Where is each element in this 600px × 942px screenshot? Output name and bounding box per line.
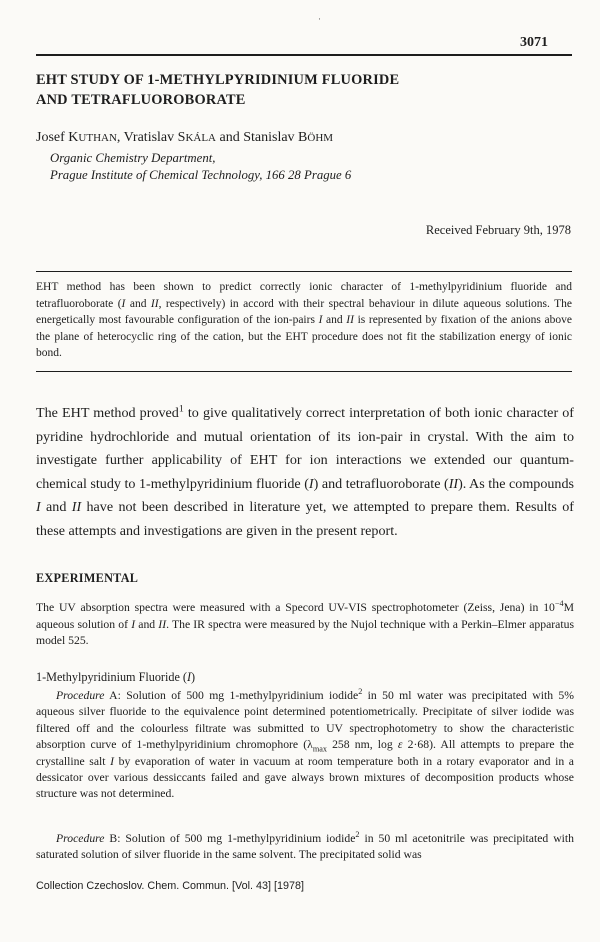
author-1-last-rest: UTHAN <box>78 132 117 144</box>
compound-ref: II <box>150 297 159 310</box>
authors <box>36 130 576 146</box>
experimental-paragraph <box>36 600 574 650</box>
compound-ref: II <box>346 314 354 326</box>
experimental-text: . The IR spectra were measured by the Nujol technique with a Perkin–Elmer apparatus model 525. <box>36 617 575 648</box>
compound-ref: I <box>121 297 126 310</box>
procedure-text: B: Solution of 500 mg 1-methylpyridinium iodide <box>104 832 356 845</box>
author-separator-1: , Vratislav <box>116 130 178 145</box>
intro-text: The EHT method proved <box>36 405 179 421</box>
compound-ref: I <box>318 314 323 326</box>
author-separator-2: and Stanislav <box>216 130 299 145</box>
affiliation-line-1: Organic Chemistry Department, <box>50 151 216 165</box>
subsection-text: 1-Methylpyridinium Fluoride ( <box>36 670 187 684</box>
abstract-text: is represented by fixation of the anions above the plane of heterocyclic ring of the cation, but the EHT procedure does not fit the stabilization energy of ionic bond. <box>36 314 572 359</box>
compound-ref: I <box>131 617 136 631</box>
procedure-label: Procedure <box>56 689 105 702</box>
compound-ref: I <box>308 475 314 492</box>
title-line-1: EHT STUDY OF 1-METHYLPYRIDINIUM FLUORIDE <box>36 72 400 88</box>
intro-text: have not been described in literature yet, we attempted to prepare them. Results of these attempts and investigations are given in the present report. <box>36 499 574 539</box>
author-3-last-rest: ÖHM <box>307 132 334 144</box>
subsection-text: ) <box>191 670 196 684</box>
procedure-b <box>36 831 574 864</box>
epsilon-symbol: ε <box>397 738 403 752</box>
compound-ref: I <box>110 754 115 768</box>
received-date: Received February 9th, 1978 <box>425 223 571 237</box>
abstract-bottom-rule <box>36 371 572 372</box>
abstract-top-rule <box>36 271 572 272</box>
author-2-last-initial: S <box>177 130 186 145</box>
section-heading-experimental: EXPERIMENTAL <box>36 571 139 585</box>
experimental-text: M aqueous solution of <box>36 601 574 631</box>
procedure-a <box>36 688 574 803</box>
abstract-text: , respectively) in accord with their spectral behaviour in dilute aqueous solutions. The energetically most favourable configuration of the ion-pairs <box>36 297 572 326</box>
experimental-text: The UV absorption spectra were measured with a Specord UV-VIS spectrophotometer (Zeiss, Jena) in 10 <box>36 601 555 614</box>
intro-text: and <box>40 499 72 516</box>
reference-superscript: 2 <box>355 830 360 840</box>
intro-text: ). As the compounds <box>458 475 575 492</box>
abstract <box>36 279 572 362</box>
compound-ref: II <box>448 475 459 492</box>
exponent: −4 <box>554 599 564 609</box>
affiliation <box>50 150 570 184</box>
author-1-last-initial: K <box>68 130 79 145</box>
subsection-heading <box>36 670 195 685</box>
reference-superscript: 1 <box>178 403 184 415</box>
article-title <box>36 70 556 110</box>
procedure-text: 258 nm, log <box>326 738 398 752</box>
journal-footer: Collection Czechoslov. Chem. Commun. [Vol. 43] [1978] <box>36 880 305 892</box>
author-1-first: Josef <box>36 130 69 145</box>
introduction <box>36 402 574 544</box>
intro-text: to give qualitatively correct interpretation of both ionic character of pyridine hydrochloride and mutual orientation of its ion-pair in crystal. With the aim to investigate further applicability of EHT for ion interactions we extended our quantum-chemical study to 1-methylpyridinium fluoride ( <box>36 405 574 492</box>
compound-ref: I <box>36 499 41 516</box>
procedure-label: Procedure <box>56 832 105 845</box>
procedure-text: in 50 ml acetonitrile was precipitated with saturated solution of silver fluoride in the same solvent. The precipitated solid was <box>36 832 574 862</box>
page-number: 3071 <box>520 35 548 50</box>
experimental-text: and <box>135 617 159 631</box>
header-rule <box>36 54 572 56</box>
reference-superscript: 2 <box>358 687 363 697</box>
stray-mark: · <box>318 14 321 24</box>
procedure-text: 2·68). All attempts to prepare the crystalline salt <box>36 738 574 768</box>
procedure-text: A: Solution of 500 mg 1-methylpyridinium iodide <box>104 689 359 702</box>
affiliation-line-2: Prague Institute of Chemical Technology, 166 28 Prague 6 <box>50 168 352 182</box>
compound-ref: II <box>71 499 82 516</box>
abstract-text: EHT method has been shown to predict correctly ionic character of 1-methylpyridinium fluoride and tetrafluoroborate ( <box>36 281 572 310</box>
procedure-text: by evaporation of water in vacuum at room temperature both in a rotary evaporator and in a dessicator over various dessiccants failed and gave always brown mixtures of decomposition products whose structure was not determined. <box>36 754 574 801</box>
subscript: max <box>312 744 327 754</box>
author-3-last-initial: B <box>298 130 308 145</box>
abstract-text: and <box>125 297 151 310</box>
abstract-text: and <box>322 314 347 326</box>
compound-ref: II <box>158 617 167 631</box>
title-line-2: AND TETRAFLUOROBORATE <box>36 92 246 108</box>
procedure-text: in 50 ml water was precipitated with 5% aqueous silver fluoride to the equivalence point determined potentiometrically. Precipitate of silver iodide was filtered off and the colourless filtrate was submitted to UV spectrophotometry to show the characteristic absorption curve of 1-methylpyridinium chromophore (λ <box>36 689 574 752</box>
author-2-last-rest: KÁLA <box>185 132 216 144</box>
compound-ref: I <box>186 670 192 684</box>
intro-text: ) and tetrafluoroborate ( <box>313 475 449 492</box>
